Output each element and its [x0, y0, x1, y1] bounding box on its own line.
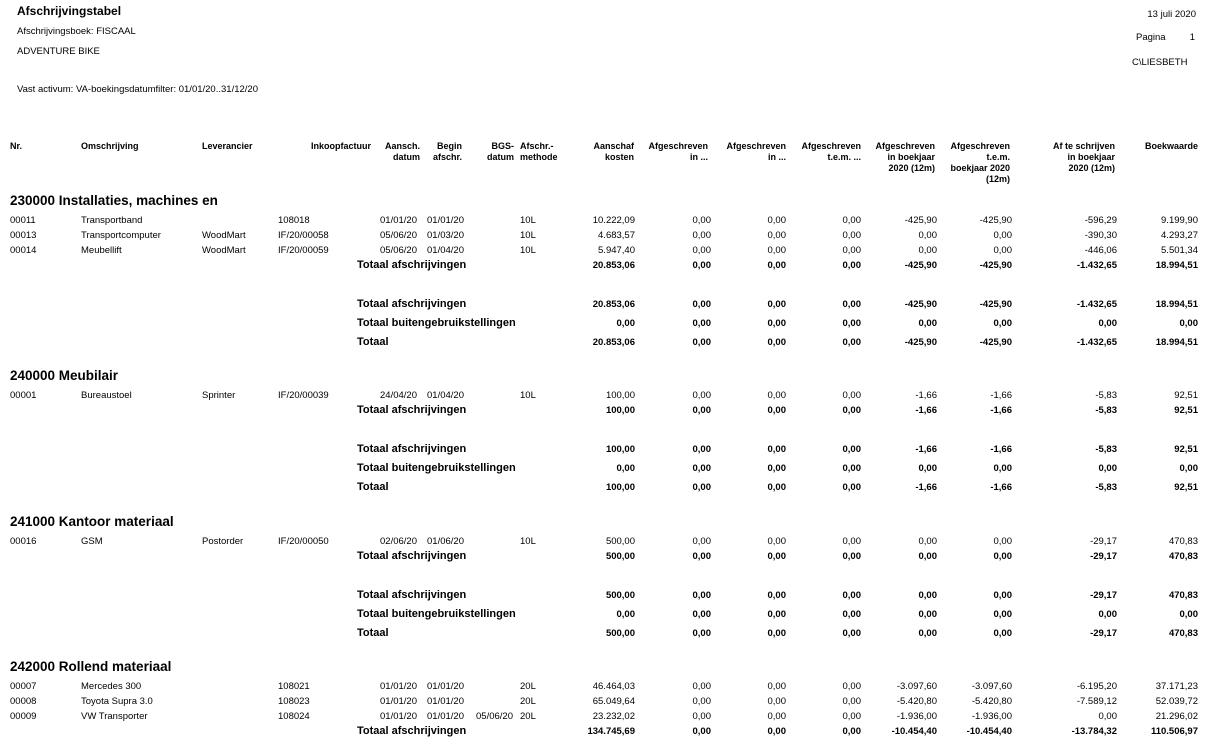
- table-cell: 0,00: [993, 230, 1012, 241]
- total-value: -1,66: [990, 444, 1012, 455]
- total-value: 0,00: [842, 609, 861, 620]
- table-cell: -5.420,80: [971, 696, 1012, 707]
- table-cell: 0,00: [767, 390, 786, 401]
- table-cell: -6.195,20: [1076, 681, 1117, 692]
- report-book: Afschrijvingsboek: FISCAAL: [17, 26, 136, 37]
- total-value: 0,00: [692, 260, 711, 271]
- table-cell: 05/06/20: [476, 711, 513, 722]
- total-value: 0,00: [767, 444, 786, 455]
- table-cell: 00016: [10, 536, 37, 547]
- report-title: Afschrijvingstabel: [17, 4, 122, 18]
- table-cell: 01/01/20: [427, 215, 464, 226]
- group-title: 241000 Kantoor materiaal: [10, 514, 174, 529]
- table-cell: -3.097,60: [971, 681, 1012, 692]
- table-cell: 0,00: [767, 245, 786, 256]
- total-value: 0,00: [842, 482, 861, 493]
- group-title: 240000 Meubilair: [10, 368, 119, 383]
- table-cell: -446,06: [1084, 245, 1117, 256]
- total-value: 0,00: [842, 628, 861, 639]
- table-cell: 23.232,02: [592, 711, 635, 722]
- table-cell: -425,90: [904, 215, 937, 226]
- table-cell: 5.947,40: [598, 245, 635, 256]
- table-cell: 24/04/20: [380, 390, 417, 401]
- total-value: 0,00: [993, 609, 1012, 620]
- table-cell: 0,00: [918, 536, 937, 547]
- total-value: 0,00: [767, 551, 786, 562]
- table-cell: 500,00: [605, 536, 635, 547]
- total-label: Totaal buitengebruikstellingen: [357, 317, 516, 329]
- table-cell: -7.589,12: [1076, 696, 1117, 707]
- table-cell: 10L: [520, 215, 536, 226]
- total-value: 470,83: [1168, 590, 1198, 601]
- column-header: Afgeschreven in ...: [726, 141, 786, 162]
- table-cell: 0,00: [842, 390, 861, 401]
- total-value: 20.853,06: [592, 260, 635, 271]
- table-cell: WoodMart: [202, 230, 246, 241]
- column-header: Leverancier: [202, 141, 253, 151]
- table-cell: 108024: [278, 711, 310, 722]
- table-cell: -5.420,80: [896, 696, 937, 707]
- total-value: 20.853,06: [592, 337, 635, 348]
- table-cell: Mercedes 300: [81, 681, 142, 692]
- total-value: 0,00: [918, 590, 937, 601]
- total-value: 0,00: [842, 318, 861, 329]
- group-title: 242000 Rollend materiaal: [10, 659, 172, 674]
- table-cell: Transportcomputer: [81, 230, 161, 241]
- total-value: 0,00: [993, 590, 1012, 601]
- total-value: 0,00: [616, 609, 635, 620]
- report-user: C\LIESBETH: [1132, 57, 1188, 68]
- table-cell: IF/20/00058: [278, 230, 329, 241]
- total-value: 92,51: [1174, 444, 1198, 455]
- total-value: -1,66: [990, 482, 1012, 493]
- total-value: 0,00: [842, 444, 861, 455]
- total-value: -1.432,65: [1076, 260, 1117, 271]
- column-header: Nr.: [10, 141, 23, 151]
- table-cell: 0,00: [918, 245, 937, 256]
- total-value: 0,00: [616, 318, 635, 329]
- table-cell: IF/20/00059: [278, 245, 329, 256]
- total-value: 0,00: [767, 337, 786, 348]
- total-value: -29,17: [1090, 590, 1117, 601]
- table-cell: 0,00: [1098, 711, 1117, 722]
- table-cell: 01/04/20: [427, 245, 464, 256]
- column-header: Aansch. datum: [384, 141, 420, 162]
- table-cell: 00008: [10, 696, 37, 707]
- table-cell: 01/04/20: [427, 390, 464, 401]
- total-label: Totaal afschrijvingen: [357, 404, 467, 416]
- total-value: 18.994,51: [1155, 299, 1198, 310]
- table-cell: 0,00: [767, 215, 786, 226]
- total-value: -1,66: [915, 405, 937, 416]
- total-value: 92,51: [1174, 405, 1198, 416]
- total-value: 0,00: [692, 609, 711, 620]
- table-cell: 01/06/20: [427, 536, 464, 547]
- total-value: -425,90: [904, 260, 937, 271]
- total-label: Totaal afschrijvingen: [357, 725, 467, 737]
- total-value: 20.853,06: [592, 299, 635, 310]
- table-cell: 0,00: [993, 245, 1012, 256]
- total-value: 0,00: [842, 260, 861, 271]
- total-value: 0,00: [993, 318, 1012, 329]
- report-company: ADVENTURE BIKE: [17, 46, 100, 57]
- total-value: 0,00: [692, 463, 711, 474]
- total-value: 0,00: [842, 590, 861, 601]
- total-value: 0,00: [692, 337, 711, 348]
- total-value: 0,00: [842, 405, 861, 416]
- total-value: 0,00: [692, 299, 711, 310]
- total-label: Totaal buitengebruikstellingen: [357, 608, 516, 620]
- total-value: 500,00: [605, 628, 635, 639]
- total-value: 0,00: [692, 551, 711, 562]
- total-value: 0,00: [767, 318, 786, 329]
- total-value: -10.454,40: [891, 726, 937, 737]
- total-value: 92,51: [1174, 482, 1198, 493]
- table-cell: 37.171,23: [1155, 681, 1198, 692]
- column-header: Boekwaarde: [1144, 141, 1198, 151]
- table-cell: 00013: [10, 230, 37, 241]
- table-cell: -5,83: [1095, 390, 1117, 401]
- table-cell: 52.039,72: [1155, 696, 1198, 707]
- total-value: 0,00: [767, 590, 786, 601]
- table-cell: Toyota Supra 3.0: [81, 696, 153, 707]
- table-cell: 10L: [520, 245, 536, 256]
- total-value: 100,00: [605, 405, 635, 416]
- report-filter: Vast activum: VA-boekingsdatumfilter: 01/01/20..31/12/20: [17, 84, 258, 95]
- table-cell: 00007: [10, 681, 37, 692]
- total-value: -1.432,65: [1076, 337, 1117, 348]
- column-header: Afgeschreven t.e.m. boekjaar 2020 (12m): [950, 141, 1010, 184]
- table-cell: -425,90: [979, 215, 1012, 226]
- total-value: 0,00: [767, 299, 786, 310]
- table-cell: 0,00: [842, 711, 861, 722]
- column-header: Afgeschreven in boekjaar 2020 (12m): [875, 141, 935, 173]
- table-cell: -1.936,00: [896, 711, 937, 722]
- total-value: 0,00: [993, 628, 1012, 639]
- table-cell: 0,00: [842, 536, 861, 547]
- total-value: 0,00: [692, 318, 711, 329]
- total-value: 18.994,51: [1155, 260, 1198, 271]
- table-cell: 10L: [520, 230, 536, 241]
- total-value: -425,90: [904, 337, 937, 348]
- table-cell: 0,00: [767, 711, 786, 722]
- table-cell: -29,17: [1090, 536, 1117, 547]
- total-value: -29,17: [1090, 628, 1117, 639]
- table-cell: 0,00: [692, 711, 711, 722]
- total-label: Totaal: [357, 336, 389, 348]
- table-cell: 10L: [520, 390, 536, 401]
- table-cell: -1.936,00: [971, 711, 1012, 722]
- total-value: 0,00: [842, 337, 861, 348]
- table-cell: 01/01/20: [380, 696, 417, 707]
- total-value: 0,00: [1179, 463, 1198, 474]
- total-value: 0,00: [842, 299, 861, 310]
- total-value: 134.745,69: [587, 726, 635, 737]
- table-cell: 05/06/20: [380, 245, 417, 256]
- total-value: 0,00: [1098, 463, 1117, 474]
- total-label: Totaal: [357, 481, 389, 493]
- table-cell: 65.049,64: [592, 696, 635, 707]
- table-cell: 0,00: [842, 696, 861, 707]
- total-value: 500,00: [605, 551, 635, 562]
- table-cell: 01/01/20: [427, 711, 464, 722]
- table-cell: 0,00: [842, 245, 861, 256]
- table-cell: 01/01/20: [380, 215, 417, 226]
- column-header: Aanschaf kosten: [593, 141, 634, 162]
- total-value: 0,00: [767, 482, 786, 493]
- total-value: 0,00: [1179, 318, 1198, 329]
- total-value: 0,00: [1098, 318, 1117, 329]
- total-label: Totaal afschrijvingen: [357, 259, 467, 271]
- table-cell: -1,66: [990, 390, 1012, 401]
- table-cell: 05/06/20: [380, 230, 417, 241]
- total-value: -1,66: [915, 444, 937, 455]
- table-cell: Postorder: [202, 536, 244, 547]
- table-cell: 0,00: [767, 681, 786, 692]
- total-value: 0,00: [692, 405, 711, 416]
- column-header: Afgeschreven t.e.m. ...: [801, 141, 861, 162]
- total-value: 0,00: [918, 551, 937, 562]
- total-value: 0,00: [1179, 609, 1198, 620]
- table-cell: 01/01/20: [427, 681, 464, 692]
- table-cell: Transportband: [81, 215, 143, 226]
- total-value: -13.784,32: [1071, 726, 1117, 737]
- table-cell: 00009: [10, 711, 37, 722]
- total-value: 0,00: [842, 551, 861, 562]
- table-cell: 0,00: [767, 230, 786, 241]
- table-cell: 02/06/20: [380, 536, 417, 547]
- table-cell: Meubellift: [81, 245, 122, 256]
- table-cell: 01/01/20: [427, 696, 464, 707]
- total-value: -5,83: [1095, 482, 1117, 493]
- table-cell: 20L: [520, 696, 536, 707]
- group-title: 230000 Installaties, machines en: [10, 193, 218, 208]
- total-value: -1,66: [990, 405, 1012, 416]
- table-cell: 00014: [10, 245, 37, 256]
- table-cell: 10.222,09: [592, 215, 635, 226]
- table-cell: 0,00: [993, 536, 1012, 547]
- column-header: Afschr.- methode: [520, 141, 558, 162]
- total-value: 0,00: [842, 726, 861, 737]
- total-value: 100,00: [605, 482, 635, 493]
- total-label: Totaal afschrijvingen: [357, 298, 467, 310]
- table-cell: 0,00: [692, 245, 711, 256]
- total-value: 110.506,97: [1150, 726, 1198, 737]
- column-header: Omschrijving: [81, 141, 139, 151]
- total-value: 0,00: [993, 551, 1012, 562]
- table-cell: 00001: [10, 390, 37, 401]
- table-cell: 4.293,27: [1161, 230, 1198, 241]
- table-cell: -1,66: [915, 390, 937, 401]
- total-value: -425,90: [979, 337, 1012, 348]
- table-cell: IF/20/00039: [278, 390, 329, 401]
- table-cell: 00011: [10, 215, 36, 226]
- total-value: 0,00: [767, 463, 786, 474]
- page-number: 1: [1189, 32, 1195, 43]
- table-cell: 100,00: [605, 390, 635, 401]
- total-value: 0,00: [767, 609, 786, 620]
- column-header: Af te schrijven in boekjaar 2020 (12m): [1052, 141, 1115, 173]
- total-value: 500,00: [605, 590, 635, 601]
- table-cell: 4.683,57: [598, 230, 635, 241]
- total-value: 0,00: [767, 260, 786, 271]
- report-date: 13 juli 2020: [1147, 9, 1196, 20]
- table-cell: 0,00: [692, 696, 711, 707]
- table-cell: 0,00: [692, 536, 711, 547]
- total-label: Totaal: [357, 627, 389, 639]
- table-cell: 5.501,34: [1161, 245, 1198, 256]
- total-value: 470,83: [1168, 628, 1198, 639]
- table-cell: Sprinter: [202, 390, 236, 401]
- table-cell: 0,00: [692, 390, 711, 401]
- total-value: 0,00: [692, 482, 711, 493]
- table-cell: 10L: [520, 536, 536, 547]
- total-value: 0,00: [918, 628, 937, 639]
- table-cell: 0,00: [767, 536, 786, 547]
- total-value: 0,00: [918, 609, 937, 620]
- table-cell: 0,00: [842, 230, 861, 241]
- total-value: 0,00: [692, 444, 711, 455]
- table-cell: 46.464,03: [592, 681, 635, 692]
- table-cell: 108023: [278, 696, 310, 707]
- total-value: -425,90: [979, 299, 1012, 310]
- table-cell: 470,83: [1168, 536, 1198, 547]
- total-label: Totaal buitengebruikstellingen: [357, 462, 516, 474]
- column-header: BGS- datum: [487, 141, 514, 162]
- table-cell: -596,29: [1084, 215, 1117, 226]
- table-cell: 108021: [278, 681, 310, 692]
- table-cell: 92,51: [1174, 390, 1198, 401]
- total-value: 0,00: [616, 463, 635, 474]
- table-cell: -3.097,60: [896, 681, 937, 692]
- total-value: 0,00: [692, 726, 711, 737]
- total-value: 0,00: [918, 318, 937, 329]
- total-value: 0,00: [767, 726, 786, 737]
- table-cell: 21.296,02: [1155, 711, 1198, 722]
- table-cell: 9.199,90: [1161, 215, 1198, 226]
- total-value: 470,83: [1168, 551, 1198, 562]
- total-value: 0,00: [692, 628, 711, 639]
- table-cell: 0,00: [692, 230, 711, 241]
- table-cell: 20L: [520, 711, 536, 722]
- table-cell: 0,00: [918, 230, 937, 241]
- total-value: -29,17: [1090, 551, 1117, 562]
- total-label: Totaal afschrijvingen: [357, 443, 467, 455]
- total-label: Totaal afschrijvingen: [357, 589, 467, 601]
- table-cell: 01/03/20: [427, 230, 464, 241]
- table-cell: 0,00: [692, 215, 711, 226]
- total-value: -5,83: [1095, 444, 1117, 455]
- table-cell: 0,00: [692, 681, 711, 692]
- total-value: -1.432,65: [1076, 299, 1117, 310]
- table-cell: 20L: [520, 681, 536, 692]
- total-value: 0,00: [842, 463, 861, 474]
- table-cell: 0,00: [767, 696, 786, 707]
- total-value: -425,90: [904, 299, 937, 310]
- table-cell: 108018: [278, 215, 310, 226]
- table-cell: VW Transporter: [81, 711, 148, 722]
- table-cell: GSM: [81, 536, 103, 547]
- total-value: -1,66: [915, 482, 937, 493]
- total-value: -10.454,40: [966, 726, 1012, 737]
- total-value: 0,00: [692, 590, 711, 601]
- column-header: Begin afschr.: [432, 141, 462, 162]
- table-cell: 01/01/20: [380, 711, 417, 722]
- table-cell: 0,00: [842, 681, 861, 692]
- total-value: 0,00: [993, 463, 1012, 474]
- table-cell: WoodMart: [202, 245, 246, 256]
- column-header: Inkoopfactuur: [311, 141, 371, 151]
- total-value: -425,90: [979, 260, 1012, 271]
- table-cell: Bureaustoel: [81, 390, 132, 401]
- total-value: 0,00: [767, 405, 786, 416]
- table-cell: IF/20/00050: [278, 536, 329, 547]
- page-label: Pagina: [1136, 32, 1166, 43]
- total-value: 100,00: [605, 444, 635, 455]
- table-cell: 01/01/20: [380, 681, 417, 692]
- total-value: -5,83: [1095, 405, 1117, 416]
- table-cell: -390,30: [1084, 230, 1117, 241]
- table-cell: 0,00: [842, 215, 861, 226]
- total-label: Totaal afschrijvingen: [357, 550, 467, 562]
- column-header: Afgeschreven in ...: [648, 141, 708, 162]
- total-value: 0,00: [918, 463, 937, 474]
- total-value: 18.994,51: [1155, 337, 1198, 348]
- total-value: 0,00: [767, 628, 786, 639]
- total-value: 0,00: [1098, 609, 1117, 620]
